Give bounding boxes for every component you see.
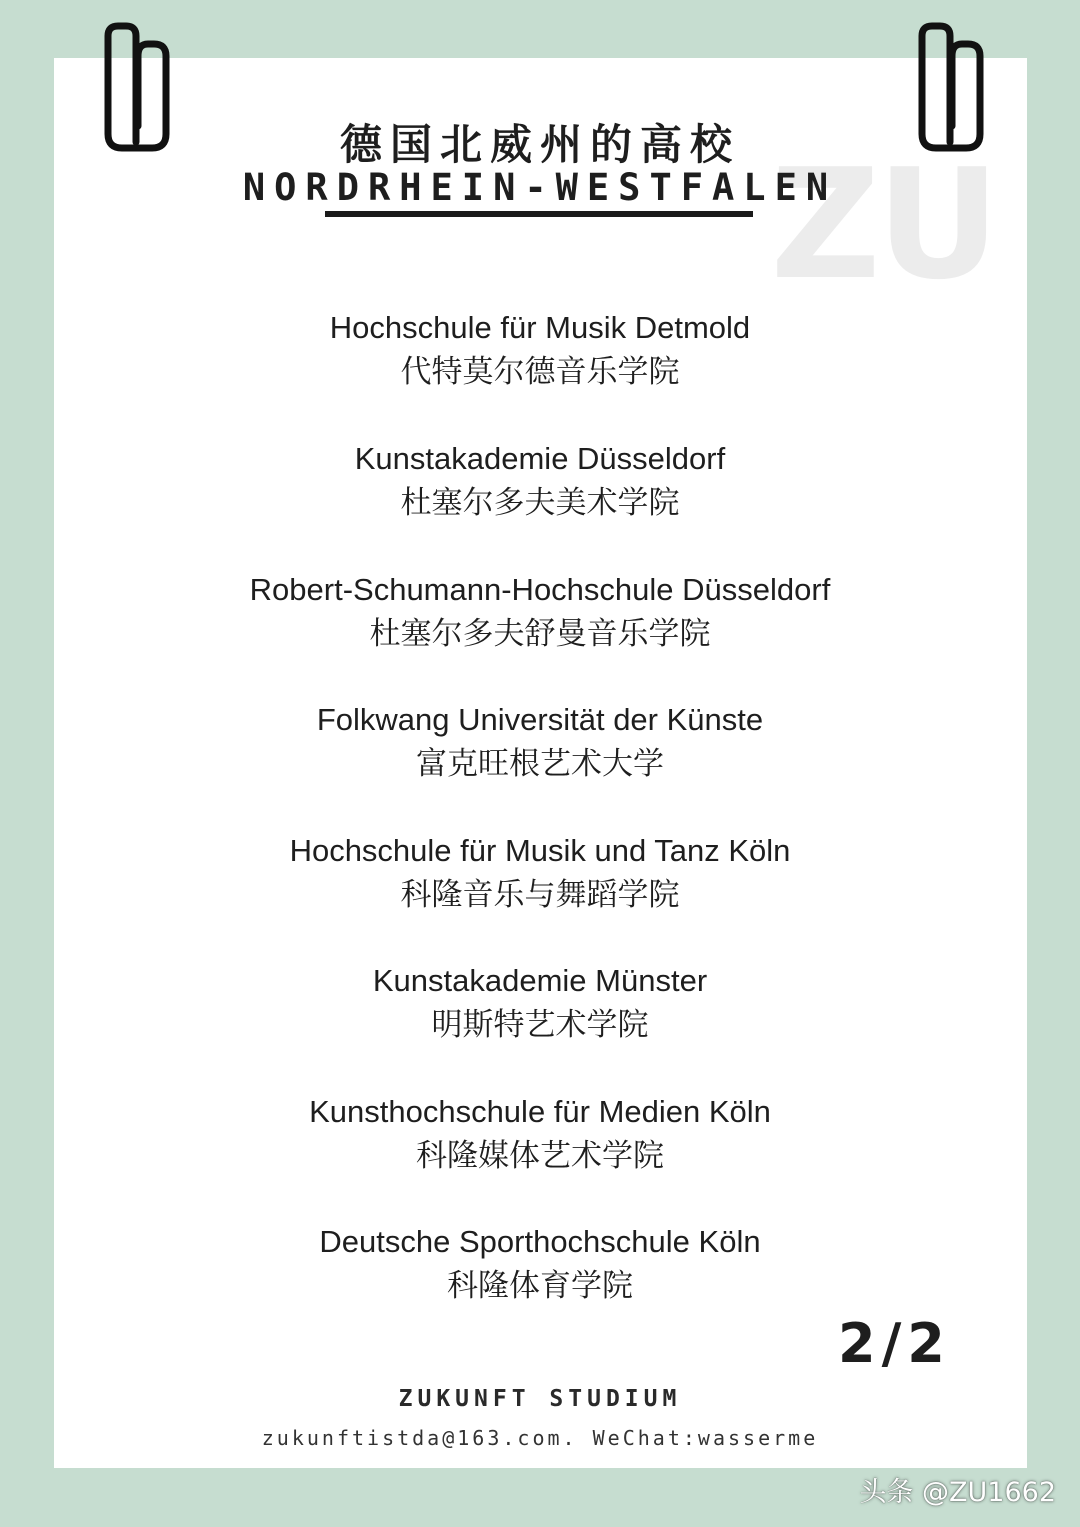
page-number: 2/2 — [838, 1312, 951, 1375]
school-name-de: Hochschule für Musik Detmold — [329, 310, 751, 345]
school-name-de: Folkwang Universität der Künste — [316, 702, 764, 737]
school-name-de: Hochschule für Musik und Tanz Köln — [289, 833, 791, 868]
list-item — [0, 957, 1080, 1045]
school-name-cn: 杜塞尔多夫舒曼音乐学院 — [369, 616, 711, 652]
school-name-cn: 科隆体育学院 — [447, 1268, 633, 1304]
footer-brand: ZUKUNFT STUDIUM — [398, 1386, 682, 1412]
school-name-cn: 明斯特艺术学院 — [431, 1007, 649, 1043]
list-item — [0, 1218, 1080, 1306]
list-item — [0, 566, 1080, 654]
list-item — [0, 304, 1080, 392]
watermark-logo: ZU — [770, 136, 996, 313]
list-item — [0, 435, 1080, 523]
source-watermark: 头条 @ZU1662 — [859, 1477, 1056, 1508]
school-name-de: Robert-Schumann-Hochschule Düsseldorf — [249, 572, 831, 607]
page-subtitle: NORDRHEIN-WESTFALEN — [242, 166, 838, 209]
school-name-de: Kunsthochschule für Medien Köln — [309, 1094, 771, 1129]
title-underline — [325, 211, 753, 217]
school-name-cn: 科隆媒体艺术学院 — [416, 1138, 664, 1174]
list-item — [0, 1088, 1080, 1176]
list-item — [0, 827, 1080, 915]
list-item — [0, 696, 1080, 784]
school-name-de: Kunstakademie Düsseldorf — [354, 441, 726, 476]
school-name-de: Deutsche Sporthochschule Köln — [319, 1224, 761, 1259]
page-title: 德国北威州的高校 — [339, 120, 740, 169]
school-name-cn: 代特莫尔德音乐学院 — [400, 354, 680, 390]
school-name-cn: 科隆音乐与舞蹈学院 — [400, 877, 680, 913]
footer-contact: zukunftistda@163.com. WeChat:wasserme — [261, 1426, 819, 1450]
school-name-cn: 富克旺根艺术大学 — [416, 746, 664, 782]
school-name-cn: 杜塞尔多夫美术学院 — [400, 485, 680, 521]
school-name-de: Kunstakademie Münster — [372, 963, 708, 998]
